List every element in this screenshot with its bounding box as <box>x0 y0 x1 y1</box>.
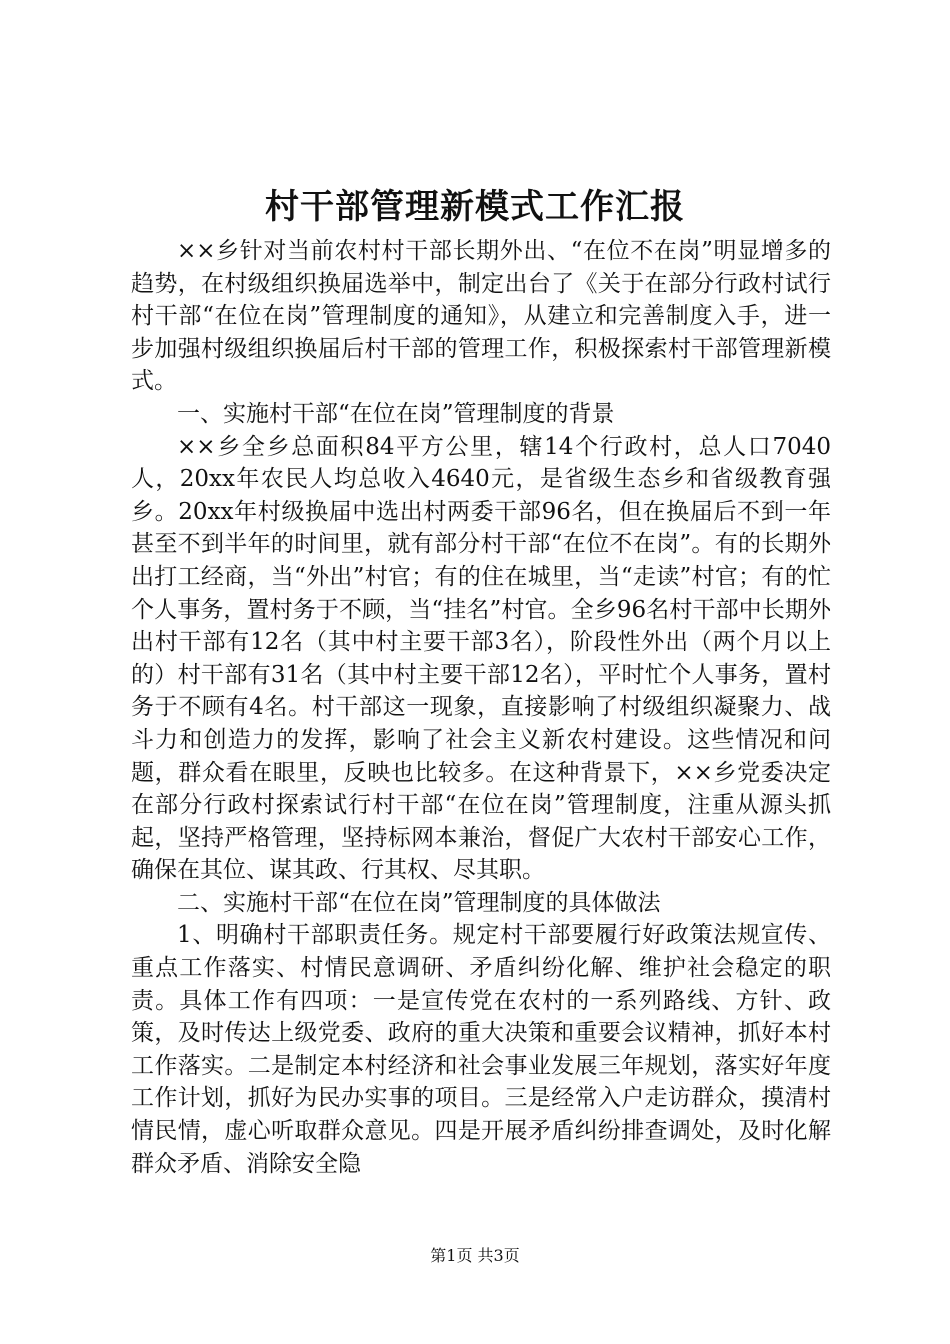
section-heading-methods: 二、实施村干部“在位在岗”管理制度的具体做法 <box>177 889 661 916</box>
paragraph-duties: 1、明确村干部职责任务。规定村干部要履行好政策法规宣传、重点工作落实、村情民意调研、矛盾纠纷化解、维护社会稳定的职责。具体工作有四项：一是宣传党在农村的一系列路线、方针、政策，及时传达上级党委、政府的重大决策和重要会议精神，抓好本村工作落实。二是制定本村经济和社会事业发展三年规划，落实好年度工作计划，抓好为民办实事的项目。三是经常入户走访群众，摸清村情民情，虚心听取群众意见。四是开展矛盾纠纷排查调处，及时化解群众矛盾、消除安全隐 <box>131 922 831 1177</box>
document-body <box>131 235 831 1180</box>
page-footer: 第1页 共3页 <box>430 1246 520 1265</box>
paragraph-background: ××乡全乡总面积84平方公里，辖14个行政村，总人口7040人，20xx年农民人均总收入4640元，是省级生态乡和省级教育强乡。20xx年村级换届中选出村两委干部96名，但在换届后不到一年甚至不到半年的时间里，就有部分村干部“在位不在岗”。有的长期外出打工经商，当“外出”村官；有的住在城里，当“走读”村官；有的忙个人事务，置村务于不顾，当“挂名”村官。全乡96名村干部中长期外出村干部有12名（其中村主要干部3名），阶段性外出（两个月以上的）村干部有31名（其中村主要干部12名），平时忙个人事务，置村务于不顾有4名。村干部这一现象，直接影响了村级组织凝聚力、战斗力和创造力的发挥，影响了社会主义新农村建设。这些情况和问题，群众看在眼里，反映也比较多。在这种背景下，××乡党委决定在部分行政村探索试行村干部“在位在岗”管理制度，注重从源头抓起，坚持严格管理，坚持标网本兼治，督促广大农村干部安心工作，确保在其位、谋其政、行其权、尽其职。 <box>131 433 831 884</box>
document-title: 村干部管理新模式工作汇报 <box>265 187 685 227</box>
section-heading-background: 一、实施村干部“在位在岗”管理制度的背景 <box>177 400 615 427</box>
paragraph-intro: ××乡针对当前农村村干部长期外出、“在位不在岗”明显增多的趋势，在村级组织换届选举中，制定出台了《关于在部分行政村试行村干部“在位在岗”管理制度的通知》，从建立和完善制度入手，进一步加强村级组织换届后村干部的管理工作，积极探索村干部管理新模式。 <box>131 238 831 395</box>
